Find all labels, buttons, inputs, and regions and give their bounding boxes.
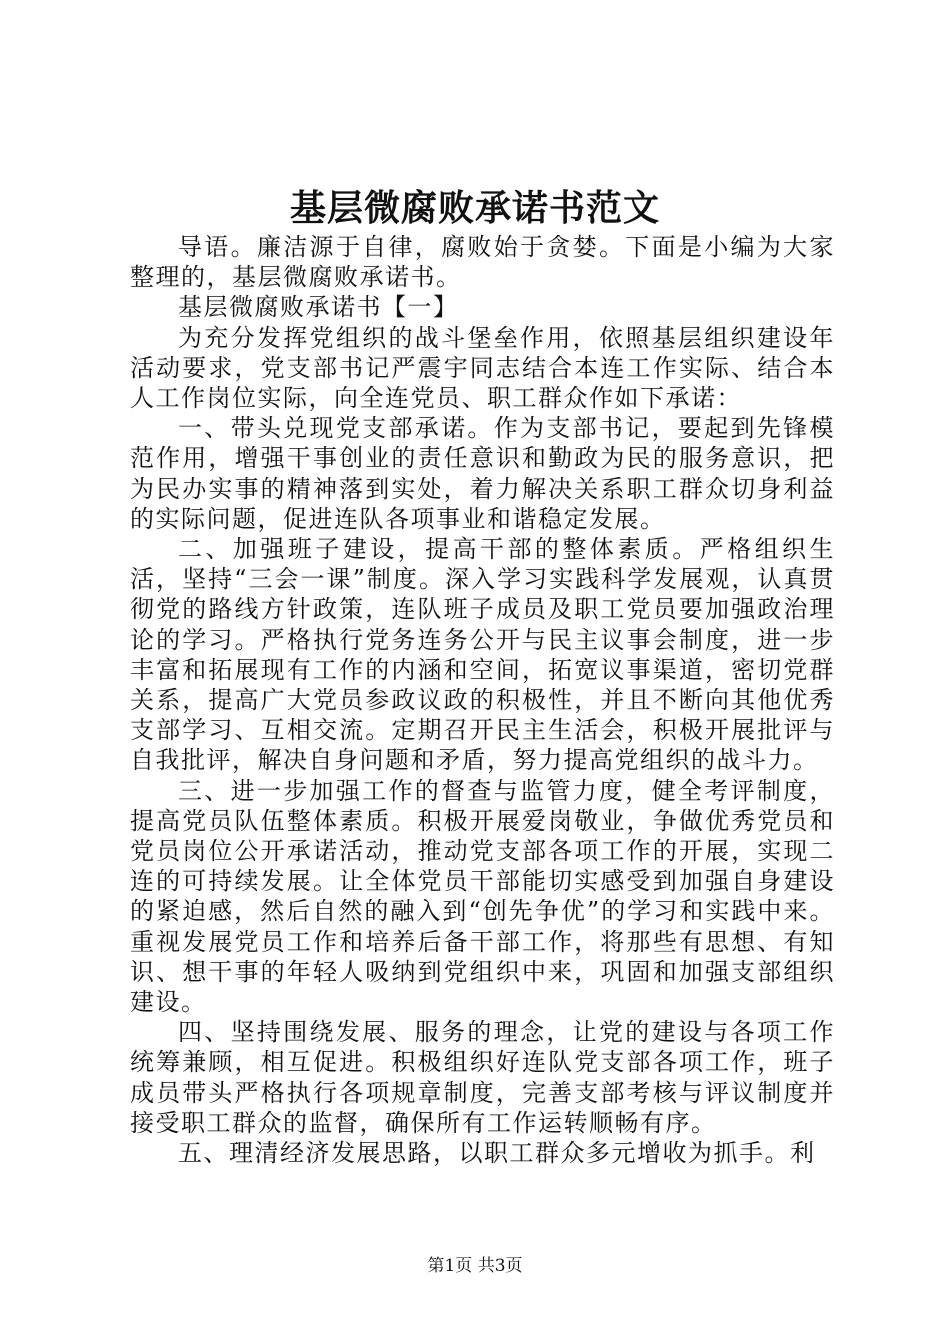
body-paragraph: 五、理清经济发展思路，以职工群众多元增收为抓手。利: [178, 1139, 816, 1168]
intro-paragraph: 导语。廉洁源于自律，腐败始于贪婪。下面是小编为大家整理的，基层微腐败承诺书。: [130, 233, 835, 292]
section-heading: 基层微腐败承诺书【一】: [178, 293, 459, 322]
document-body: [130, 232, 835, 1168]
page-number: 第1页 共3页: [427, 1256, 523, 1276]
body-paragraph: 二、加强班子建设，提高干部的整体素质。严格组织生活，坚持“三会一课”制度。深入学习实践科学发展观，认真贯彻党的路线方针政策，连队班子成员及职工党员要加强政治理论的学习。严格执行党务连务公开与民主议事会制度，进一步丰富和拓展现有工作的内涵和空间，拓宽议事渠道，密切党群关系，提高广大党员参政议政的积极性，并且不断向其他优秀支部学习、互相交流。定期召开民主生活会，积极开展批评与自我批评，解决自身问题和矛盾，努力提高党组织的战斗力。: [130, 535, 835, 775]
body-paragraph: 一、带头兑现党支部承诺。作为支部书记，要起到先锋模范作用，增强干事创业的责任意识和勤政为民的服务意识，把为民办实事的精神落到实处，着力解决关系职工群众切身利益的实际问题，促进连队各项事业和谐稳定发展。: [130, 414, 835, 533]
body-paragraph: 为充分发挥党组织的战斗堡垒作用，依照基层组织建设年活动要求，党支部书记严震宇同志结合本连工作实际、结合本人工作岗位实际，向全连党员、职工群众作如下承诺：: [130, 323, 835, 413]
body-paragraph: 三、进一步加强工作的督查与监管力度，健全考评制度，提高党员队伍整体素质。积极开展爱岗敬业，争做优秀党员和党员岗位公开承诺活动，推动党支部各项工作的开展，实现二连的可持续发展。让全体党员干部能切实感受到加强自身建设的紧迫感，然后自然的融入到“创先争优”的学习和实践中来。重视发展党员工作和培养后备干部工作，将那些有思想、有知识、想干事的年轻人吸纳到党组织中来，巩固和加强支部组织建设。: [130, 776, 835, 1017]
document-title: 基层微腐败承诺书范文: [289, 187, 660, 229]
body-paragraph: 四、坚持围绕发展、服务的理念，让党的建设与各项工作统筹兼顾，相互促进。积极组织好连队党支部各项工作，班子成员带头严格执行各项规章制度，完善支部考核与评议制度并接受职工群众的监督，确保所有工作运转顺畅有序。: [130, 1018, 835, 1137]
